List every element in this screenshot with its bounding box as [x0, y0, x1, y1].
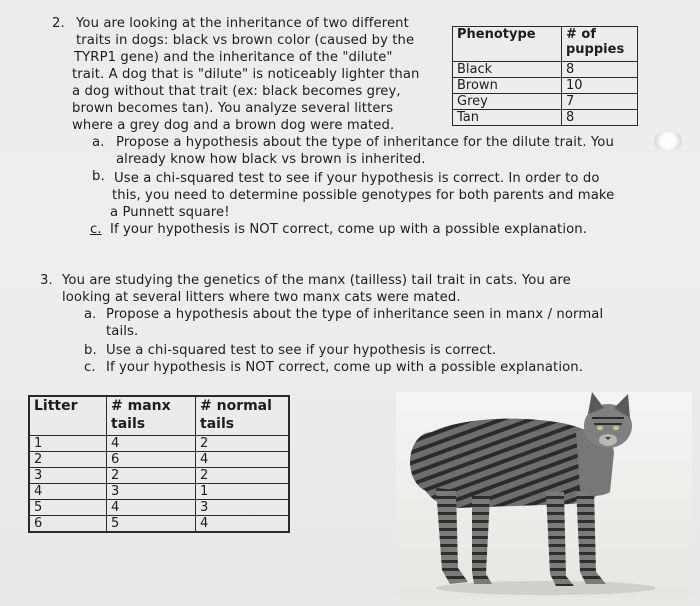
puppies-header: # of puppies	[562, 27, 638, 62]
table-row	[29, 452, 289, 468]
q2b-label: b.	[92, 169, 105, 184]
q3b-label: b.	[84, 343, 97, 358]
litter-cell: 4	[29, 484, 107, 500]
q2-line-1: You are looking at the inheritance of two different	[76, 16, 409, 31]
q3c-label: c.	[84, 360, 96, 375]
litter-header: Litter	[29, 396, 107, 436]
manx-cell: 2	[107, 468, 196, 484]
normal-cell: 4	[196, 452, 290, 468]
manx-header: # manx tails	[107, 396, 196, 436]
q3b-text: Use a chi-squared test to see if your hypothesis is correct.	[106, 343, 497, 358]
manx-cat-photo	[396, 392, 692, 598]
q2a-label: a.	[92, 135, 105, 150]
normal-cell: 3	[196, 500, 290, 516]
phenotype-table	[452, 26, 638, 126]
q2c-label: c.	[90, 222, 102, 237]
q2-line-5: a dog without that trait (ex: black becomes grey,	[72, 84, 401, 99]
count-cell: 8	[562, 110, 638, 126]
table-row	[453, 78, 638, 94]
normal-cell: 2	[196, 468, 290, 484]
phenotype-header: Phenotype	[453, 27, 562, 62]
litter-cell: 1	[29, 436, 107, 452]
litter-cell: 6	[29, 516, 107, 533]
table-row	[29, 516, 289, 533]
q2-line-4: trait. A dog that is "dilute" is noticeably lighter than	[72, 67, 420, 82]
normal-header: # normal tails	[196, 396, 290, 436]
q2a-line-1: Propose a hypothesis about the type of inheritance for the dilute trait. You	[116, 135, 614, 150]
table-row	[453, 110, 638, 126]
manx-cell: 4	[107, 436, 196, 452]
q3a-line-2: tails.	[106, 324, 139, 339]
normal-cell: 2	[196, 436, 290, 452]
table-row	[29, 468, 289, 484]
count-cell: 10	[562, 78, 638, 94]
phenotype-cell: Black	[453, 62, 562, 78]
manx-cell: 6	[107, 452, 196, 468]
manx-cell: 4	[107, 500, 196, 516]
q3-number: 3.	[40, 273, 53, 288]
litter-cell: 3	[29, 468, 107, 484]
normal-cell: 1	[196, 484, 290, 500]
q3-line-1: You are studying the genetics of the manx (tailless) tail trait in cats. You are	[62, 273, 571, 288]
table-row	[29, 484, 289, 500]
phenotype-cell: Brown	[453, 78, 562, 94]
table-row	[453, 94, 638, 110]
litter-table	[28, 395, 290, 533]
q2a-line-2: already know how black vs brown is inherited.	[116, 152, 426, 167]
q3-line-2: looking at several litters where two manx cats were mated.	[62, 290, 461, 305]
litter-cell: 2	[29, 452, 107, 468]
manx-cell: 5	[107, 516, 196, 533]
phenotype-cell: Grey	[453, 94, 562, 110]
count-cell: 7	[562, 94, 638, 110]
q2b-line-1: Use a chi-squared test to see if your hypothesis is correct. In order to do	[114, 171, 600, 186]
q2c-text: If your hypothesis is NOT correct, come up with a possible explanation.	[110, 222, 587, 237]
count-cell: 8	[562, 62, 638, 78]
table-row	[29, 436, 289, 452]
q3c-text: If your hypothesis is NOT correct, come up with a possible explanation.	[106, 360, 583, 375]
q2-line-3: TYRP1 gene) and the inheritance of the "dilute"	[74, 50, 393, 65]
paper-glare	[654, 130, 682, 152]
phenotype-cell: Tan	[453, 110, 562, 126]
table-row	[453, 62, 638, 78]
q3a-label: a.	[84, 307, 97, 322]
q2-line-7: where a grey dog and a brown dog were mated.	[72, 118, 395, 133]
phenotype-table-header	[453, 27, 638, 62]
litter-table-header	[29, 396, 289, 436]
q2b-line-2: this, you need to determine possible genotypes for both parents and make	[112, 188, 615, 203]
manx-cell: 3	[107, 484, 196, 500]
litter-cell: 5	[29, 500, 107, 516]
q2-line-2: traits in dogs: black vs brown color (caused by the	[76, 33, 415, 48]
q2b-line-3: a Punnett square!	[110, 205, 230, 220]
q2-number: 2.	[52, 16, 65, 31]
normal-cell: 4	[196, 516, 290, 533]
q3a-line-1: Propose a hypothesis about the type of inheritance seen in manx / normal	[106, 307, 604, 322]
q2-line-6: brown becomes tan). You analyze several litters	[72, 101, 394, 116]
table-row	[29, 500, 289, 516]
